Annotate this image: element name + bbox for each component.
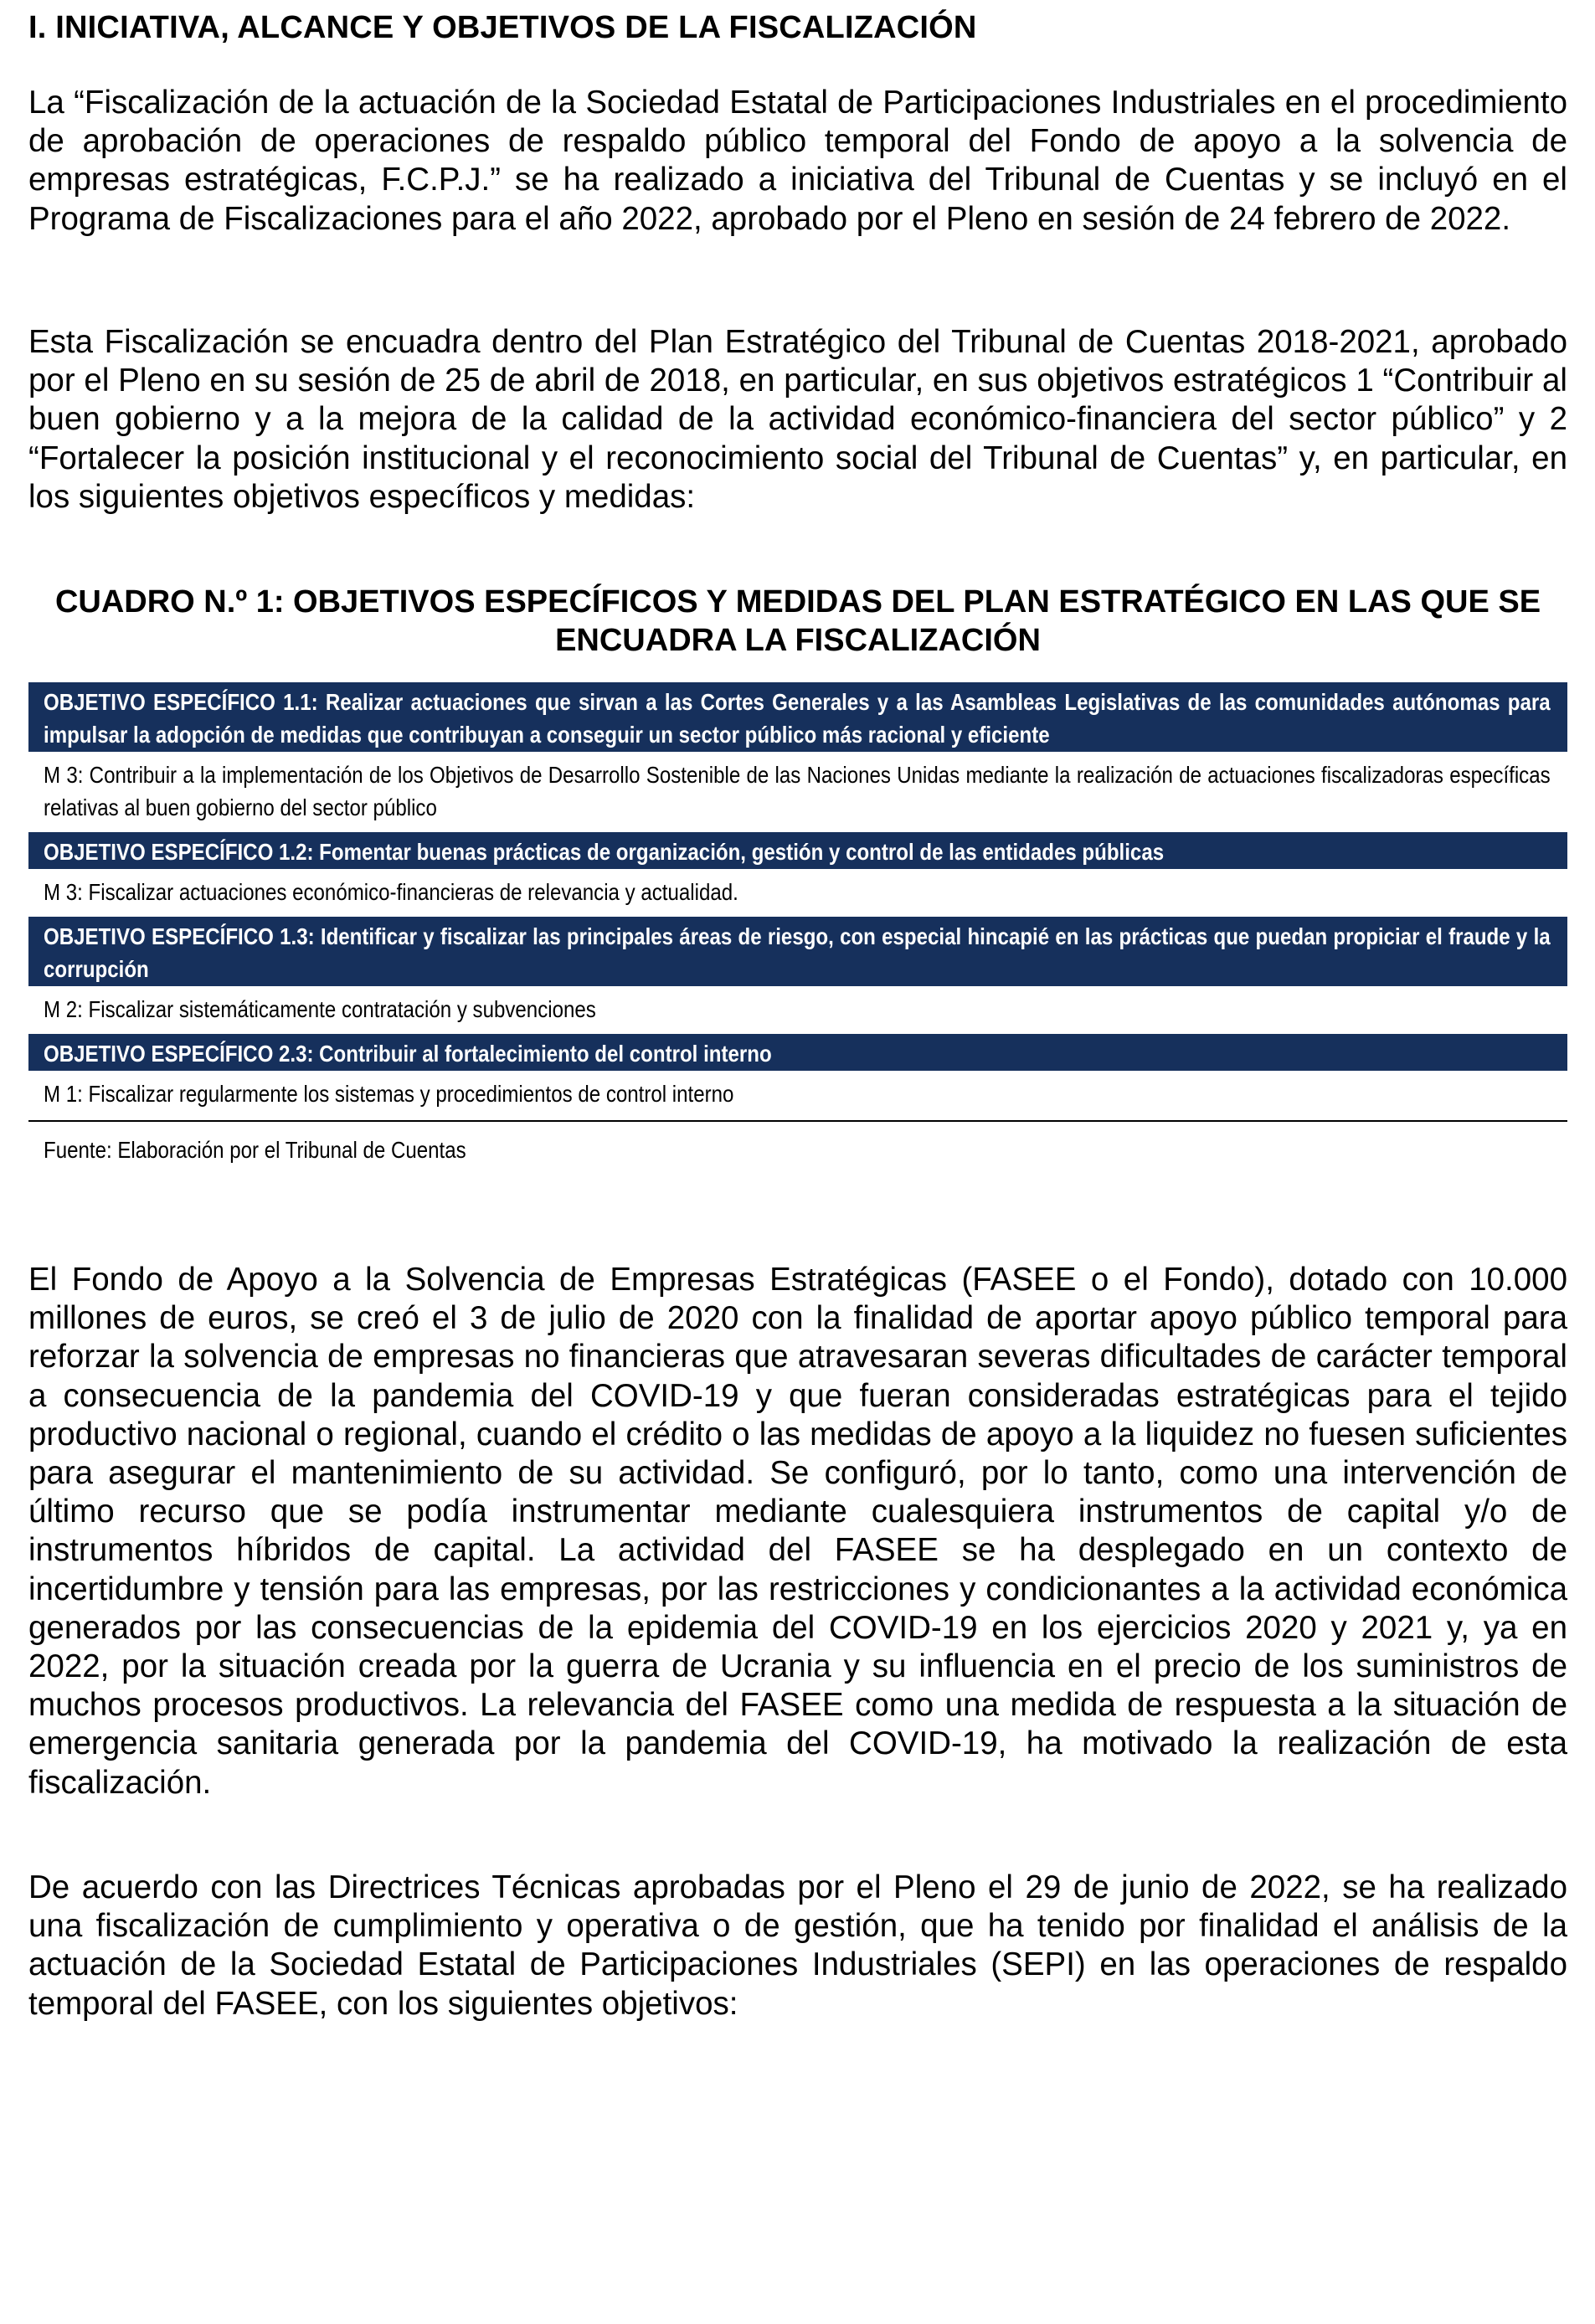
objective-text: OBJETIVO ESPECÍFICO 1.2: Fomentar buenas prácticas de organización, gestión y control de las entidades públicas xyxy=(44,839,1165,865)
objective-row-1-3 xyxy=(28,917,1567,986)
measure-row xyxy=(28,752,1567,832)
paragraph-fasee: El Fondo de Apoyo a la Solvencia de Empresas Estratégicas (FASEE o el Fondo), dotado con 10.000 millones de euros, se creó el 3 de julio de 2020 con la finalidad de aportar apoyo público temporal para reforzar la solvencia de empresas no financieras que atravesaran severas dificultades de carácter temporal a consecuencia de la pandemia del COVID-19 y que fueran consideradas estratégicas para el tejido productivo nacional o regional, cuando el crédito o las medidas de apoyo a la liquidez no fuesen suficientes para asegurar el mantenimiento de su actividad. Se configuró, por lo tanto, como una intervención de último recurso que se podía instrumentar mediante cualesquiera instrumentos de capital y/o de instrumentos híbridos de capital. La actividad del FASEE se ha desplegado en un contexto de incertidumbre y tensión para las empresas, por las restricciones y condicionantes a la actividad económica generados por las consecuencias de la epidemia del COVID-19 en los ejercicios 2020 y 2021 y, ya en 2022, por la situación creada por la guerra de Ucrania y su influencia en el precio de los suministros de muchos procesos productivos. La relevancia del FASEE como una medida de respuesta a la situación de emergencia sanitaria generada por la pandemia del COVID-19, ha motivado la realización de esta fiscalización. xyxy=(28,1262,1567,1801)
measure-text: M 3: Contribuir a la implementación de los Objetivos de Desarrollo Sostenible de las Naciones Unidas mediante la realización de actuaciones fiscalizadoras específicas relativas al buen gobierno del sector público xyxy=(44,762,1551,820)
paragraph-plan-estrategico: Esta Fiscalización se encuadra dentro del Plan Estratégico del Tribunal de Cuentas 2018-2021, aprobado por el Pleno en su sesión de 25 de abril de 2018, en particular, en sus objetivos estratégicos 1 “Contribuir al buen gobierno y a la mejora de la calidad de la actividad económico-financiera del sector público” y 2 “Fortalecer la posición institucional y el reconocimiento social del Tribunal de Cuentas” y, en particular, en los siguientes objetivos específicos y medidas: xyxy=(28,324,1567,515)
table-source-text: Fuente: Elaboración por el Tribunal de Cuentas xyxy=(44,1137,466,1163)
objective-row-1-2 xyxy=(28,832,1567,869)
measure-text: M 1: Fiscalizar regularmente los sistemas y procedimientos de control interno xyxy=(44,1081,734,1107)
measure-row xyxy=(28,1071,1567,1118)
paragraph-directrices: De acuerdo con las Directrices Técnicas aprobadas por el Pleno el 29 de junio de 2022, se ha realizado una fiscalización de cumplimiento y operativa o de gestión, que ha tenido por finalidad el análisis de la actuación de la Sociedad Estatal de Participaciones Industriales (SEPI) en las operaciones de respaldo temporal del FASEE, con los siguientes objetivos: xyxy=(28,1869,1567,2022)
section-title: I. INICIATIVA, ALCANCE Y OBJETIVOS DE LA FISCALIZACIÓN xyxy=(28,10,977,45)
paragraph-iniciativa: La “Fiscalización de la actuación de la Sociedad Estatal de Participaciones Industriales en el procedimiento de aprobación de operaciones de respaldo público temporal del Fondo de apoyo a la solvencia de empresas estratégicas, F.C.P.J.” se ha realizado a iniciativa del Tribunal de Cuentas y se incluyó en el Programa de Fiscalizaciones para el año 2022, aprobado por el Pleno en sesión de 24 febrero de 2022. xyxy=(28,85,1567,237)
measure-text: M 3: Fiscalizar actuaciones económico-financieras de relevancia y actualidad. xyxy=(44,879,738,905)
table-title: CUADRO N.º 1: OBJETIVOS ESPECÍFICOS Y MEDIDAS DEL PLAN ESTRATÉGICO EN LAS QUE SE ENCUADRA LA FISCALIZACIÓN xyxy=(54,584,1541,658)
measure-row xyxy=(28,986,1567,1034)
table-source xyxy=(28,1122,1567,1166)
objective-row-1-1 xyxy=(28,682,1567,752)
objectives-table xyxy=(28,682,1567,1166)
objective-text: OBJETIVO ESPECÍFICO 2.3: Contribuir al fortalecimiento del control interno xyxy=(44,1041,772,1067)
measure-row xyxy=(28,869,1567,917)
measure-text: M 2: Fiscalizar sistemáticamente contratación y subvenciones xyxy=(44,996,596,1022)
objective-text: OBJETIVO ESPECÍFICO 1.3: Identificar y fiscalizar las principales áreas de riesgo, con especial hincapié en las prácticas que puedan propiciar el fraude y la corrupción xyxy=(44,923,1551,982)
objective-row-2-3 xyxy=(28,1034,1567,1071)
objective-text: OBJETIVO ESPECÍFICO 1.1: Realizar actuaciones que sirvan a las Cortes Generales y a las Asambleas Legislativas de las comunidades autónomas para impulsar la adopción de medidas que contribuyan a conseguir un sector público más racional y eficiente xyxy=(44,689,1551,748)
